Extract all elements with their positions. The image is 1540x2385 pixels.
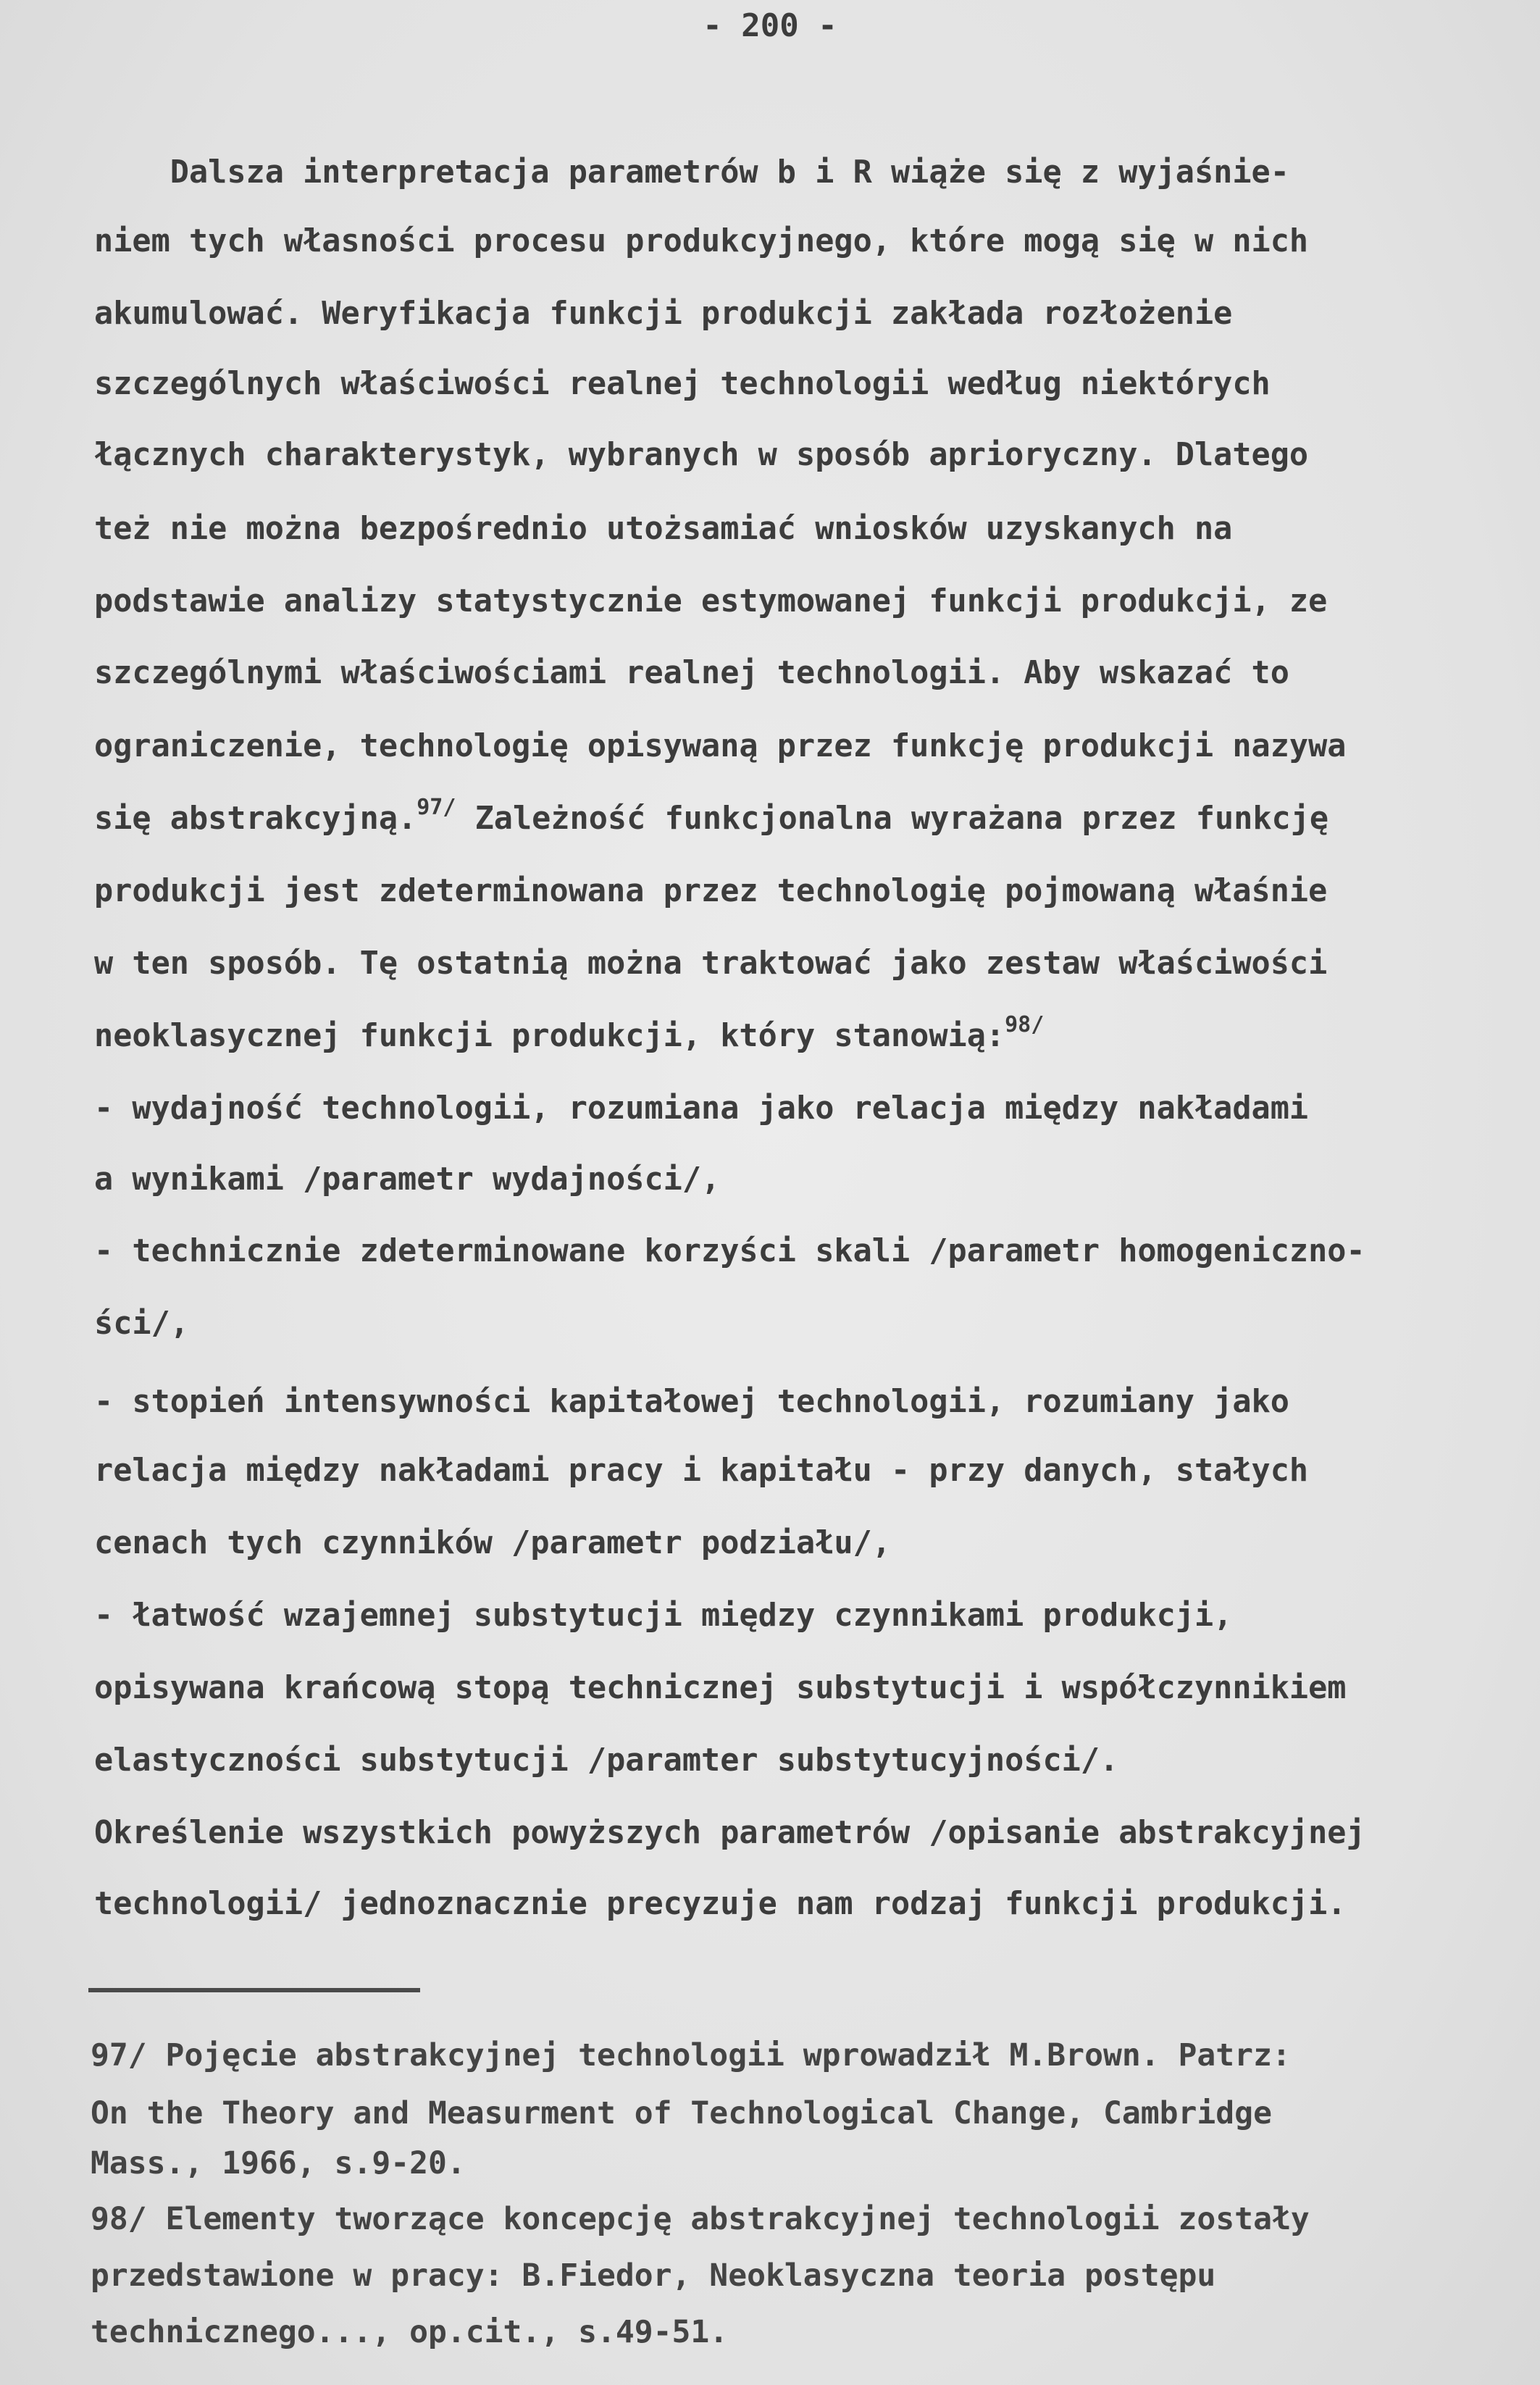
list-item: - łatwość wzajemnej substytucji między czynnikami produkcji, <box>94 1597 1233 1634</box>
body-line: szczególnymi właściwościami realnej technologii. Aby wskazać to <box>94 655 1289 691</box>
list-item: - stopień intensywności kapitałowej technologii, rozumiany jako <box>94 1384 1289 1420</box>
body-line: technologii/ jednoznacznie precyzuje nam rodzaj funkcji produkcji. <box>94 1886 1347 1922</box>
footnote-ref-97: 97/ <box>417 795 456 820</box>
list-item-continuation: elastyczności substytucji /paramter substytucyjności/. <box>94 1742 1119 1779</box>
footnote-ref-98: 98/ <box>1005 1012 1045 1037</box>
list-item-continuation: opisywana krańcową stopą technicznej substytucji i współczynnikiem <box>94 1670 1347 1706</box>
footnote-separator <box>88 1988 420 1992</box>
footnote-line: On the Theory and Measurment of Technological Change, Cambridge <box>91 2095 1272 2131</box>
list-item: - technicznie zdeterminowane korzyści skali /parametr homogeniczno- <box>94 1233 1365 1269</box>
body-line <box>94 797 1328 840</box>
body-line: produkcji jest zdeterminowana przez technologię pojmowaną właśnie <box>94 873 1328 909</box>
body-line: szczególnych właściwości realnej technologii według niektórych <box>94 366 1271 402</box>
body-line: akumulować. Weryfikacja funkcji produkcji zakłada rozłożenie <box>94 296 1233 332</box>
body-line: podstawie analizy statystycznie estymowanej funkcji produkcji, ze <box>94 583 1328 619</box>
body-line: Określenie wszystkich powyższych parametrów /opisanie abstrakcyjnej <box>94 1815 1365 1851</box>
footnote-line: przedstawione w pracy: B.Fiedor, Neoklasyczna teoria postępu <box>91 2257 1216 2294</box>
body-line <box>94 1014 1044 1058</box>
body-line: w ten sposób. Tę ostatnią można traktować jako zestaw właściwości <box>94 945 1328 982</box>
list-item: - wydajność technologii, rozumiana jako relacja między nakładami <box>94 1090 1309 1127</box>
page-number: - 200 - <box>703 7 837 44</box>
body-line: niem tych własności procesu produkcyjnego, które mogą się w nich <box>94 223 1309 259</box>
body-line-text: się abstrakcyjną. <box>94 801 417 837</box>
list-item-continuation: a wynikami /parametr wydajności/, <box>94 1161 721 1198</box>
footnote-line: Mass., 1966, s.9-20. <box>91 2145 466 2181</box>
footnote-line: 98/ Elementy tworzące koncepcję abstrakcyjnej technologii zostały <box>91 2201 1310 2237</box>
footnote-line: technicznego..., op.cit., s.49-51. <box>91 2314 729 2350</box>
body-line: ograniczenie, technologię opisywaną przez funkcję produkcji nazywa <box>94 728 1347 764</box>
body-line: łącznych charakterystyk, wybranych w sposób aprioryczny. Dlatego <box>94 437 1309 473</box>
body-line-text: neoklasycznej funkcji produkcji, który stanowią: <box>94 1018 1005 1054</box>
body-line-text: Zależność funkcjonalna wyrażana przez funkcję <box>456 801 1329 837</box>
list-item-continuation: relacja między nakładami pracy i kapitału - przy danych, stałych <box>94 1453 1309 1489</box>
body-line: Dalsza interpretacja parametrów b i R wiąże się z wyjaśnie- <box>94 154 1289 191</box>
body-line: też nie można bezpośrednio utożsamiać wniosków uzyskanych na <box>94 511 1233 547</box>
list-item-continuation: cenach tych czynników /parametr podziału/, <box>94 1525 891 1561</box>
list-item-continuation: ści/, <box>94 1306 189 1342</box>
footnote-line: 97/ Pojęcie abstrakcyjnej technologii wprowadził M.Brown. Patrz: <box>91 2037 1291 2073</box>
